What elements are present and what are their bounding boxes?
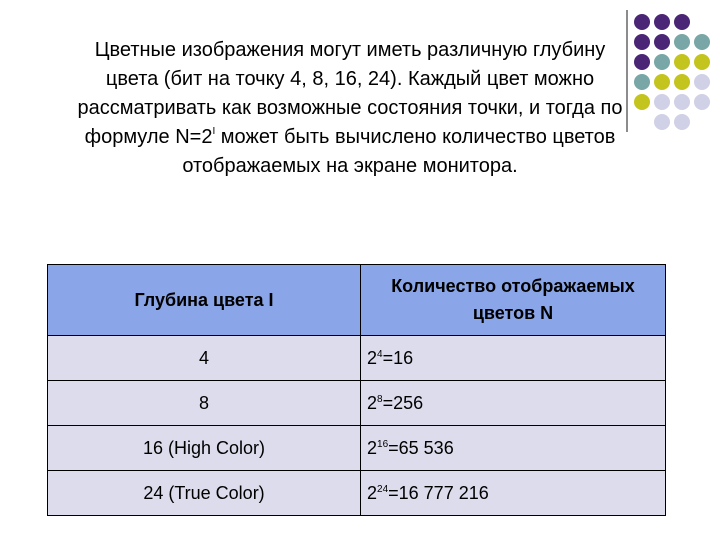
table-row <box>48 381 666 426</box>
count-exponent: 8 <box>377 393 383 405</box>
cell-depth: 8 <box>48 381 361 426</box>
header-color-count: Количество отображаемых цветов N <box>361 265 666 336</box>
decorative-dot <box>694 34 710 50</box>
intro-text-after: может быть вычислено количество цветов отображаемых на экране монитора. <box>182 126 616 177</box>
count-result: =65 536 <box>388 437 454 458</box>
intro-paragraph <box>70 36 630 181</box>
decorative-dot <box>654 54 670 70</box>
count-base: 2 <box>367 437 378 458</box>
count-exponent: 16 <box>377 438 389 450</box>
decorative-dot <box>634 94 650 110</box>
decorative-dot <box>654 34 670 50</box>
cell-count <box>361 471 666 516</box>
decorative-dot <box>674 34 690 50</box>
intro-exponent: I <box>212 126 216 137</box>
decorative-dot <box>674 14 690 30</box>
count-result: =256 <box>382 392 424 413</box>
table-row <box>48 336 666 381</box>
count-result: =16 <box>382 347 414 368</box>
decorative-dot <box>634 74 650 90</box>
decorative-dot <box>654 14 670 30</box>
cell-count <box>361 381 666 426</box>
table-header-row <box>48 265 666 336</box>
decorative-dot <box>654 94 670 110</box>
decorative-dot <box>674 54 690 70</box>
decorative-dot <box>634 14 650 30</box>
header-color-depth: Глубина цвета I <box>48 265 361 336</box>
decorative-dot <box>634 34 650 50</box>
decorative-dot <box>654 114 670 130</box>
color-depth-table <box>47 264 666 516</box>
decorative-dot <box>694 74 710 90</box>
decorative-dot <box>634 54 650 70</box>
count-base: 2 <box>367 347 378 368</box>
decorative-dots <box>628 10 712 134</box>
decorative-dot <box>674 114 690 130</box>
intro-text-before: Цветные изображения могут иметь различную глубину цвета (бит на точку 4, 8, 16, 24). Каждый цвет можно рассматривать как возможные состояния точки, и тогда по формуле N=2 <box>77 39 623 148</box>
count-result: =16 777 216 <box>388 482 489 503</box>
count-base: 2 <box>367 482 378 503</box>
cell-count <box>361 336 666 381</box>
cell-count <box>361 426 666 471</box>
count-exponent: 4 <box>377 348 383 360</box>
decorative-dot <box>674 74 690 90</box>
count-base: 2 <box>367 392 378 413</box>
decorative-dot <box>654 74 670 90</box>
count-exponent: 24 <box>377 483 389 495</box>
cell-depth: 24 (True Color) <box>48 471 361 516</box>
cell-depth: 16 (High Color) <box>48 426 361 471</box>
decorative-dot <box>694 54 710 70</box>
decorative-dot <box>674 94 690 110</box>
cell-depth: 4 <box>48 336 361 381</box>
table-row <box>48 426 666 471</box>
table-row <box>48 471 666 516</box>
decorative-dot <box>694 94 710 110</box>
